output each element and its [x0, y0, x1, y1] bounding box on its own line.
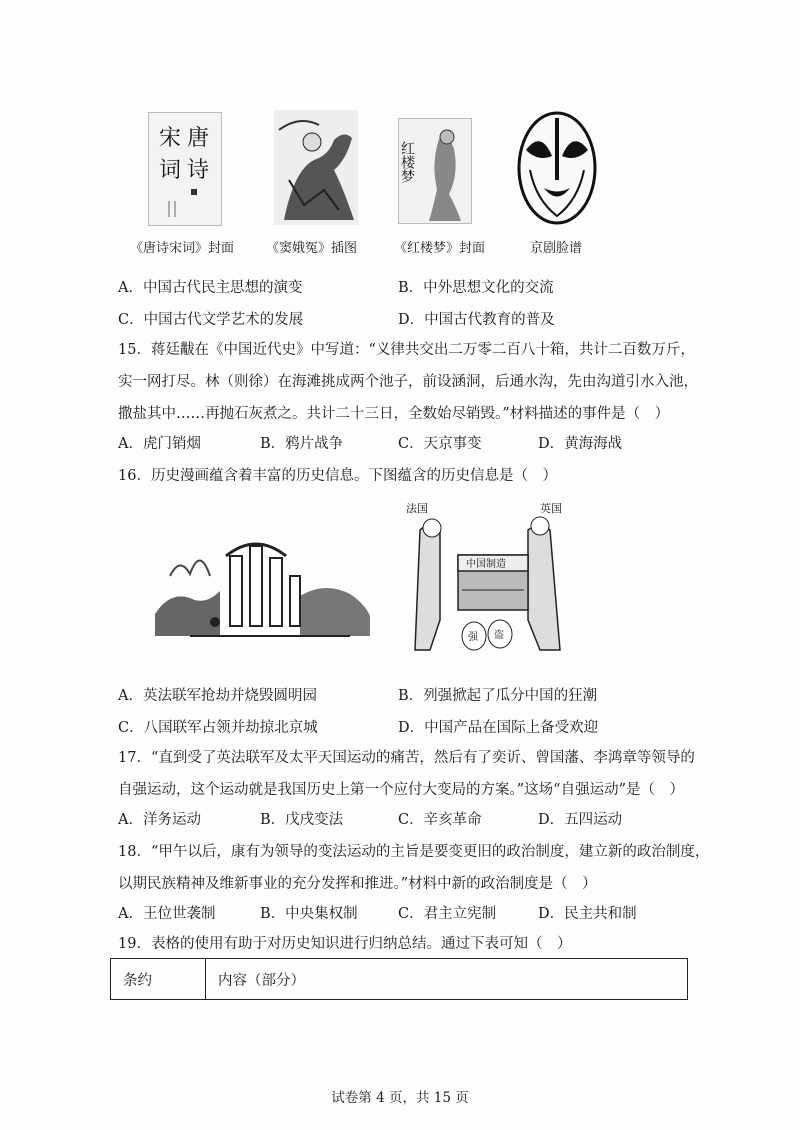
q15-option-b: B．鸦片战争	[260, 436, 344, 452]
cartoon-char-2: 盗	[494, 630, 504, 641]
cover1-char-1: 宋	[159, 126, 182, 151]
q18-option-d: D．民主共和制	[538, 906, 637, 922]
tang-song-ci-cover	[148, 112, 222, 226]
q17-line-1: 17．“直到受了英法联军及太平天国运动的痛苦，然后有了奕䜣、曾国藩、李鸿章等领导的	[118, 750, 695, 766]
hong-lou-meng-cover	[398, 118, 472, 224]
cartoon-label-britain: 英国	[540, 502, 562, 515]
table-header-row	[111, 959, 688, 1000]
table-header-treaty: 条约	[111, 959, 206, 1000]
q16-stem: 16．历史漫画蕴含着丰富的历史信息。下图蕴含的历史信息是（ ）	[118, 468, 557, 484]
q14-option-c: C．中国古代文学艺术的发展	[118, 312, 304, 328]
cover1-char-4: 诗	[187, 158, 210, 183]
q14-option-d: D．中国古代教育的普及	[398, 312, 555, 328]
q15-line-1: 15．蒋廷黻在《中国近代史》中写道：“义律共交出二万零二百八十箱，共计二百数万斤，	[118, 342, 695, 358]
q17-option-c: C．辛亥革命	[398, 812, 482, 828]
q15-line-2: 实一网打尽。林（则徐）在海滩挑成两个池子，前设涵洞，后通水沟，先由沟道引水入池，	[118, 374, 698, 390]
q16-option-b: B．列强掀起了瓜分中国的狂潮	[398, 688, 598, 704]
yuanmingyuan-ruins-image	[150, 536, 372, 642]
peking-opera-mask	[516, 110, 598, 228]
q16-option-d: D．中国产品在国际上备受欢迎	[398, 720, 599, 736]
q14-option-a: A．中国古代民主思想的演变	[118, 280, 303, 296]
cartoon-label-france: 法国	[406, 502, 428, 515]
q16-option-a: A．英法联军抢劫并烧毁圆明园	[118, 688, 317, 704]
partition-china-cartoon	[400, 500, 580, 660]
q18-option-c: C．君主立宪制	[398, 906, 497, 922]
q15-option-a: A．虎门销烟	[118, 436, 201, 452]
cover3-title: 红楼梦	[399, 141, 415, 183]
table-header-content: 内容（部分）	[206, 959, 688, 1000]
page-footer: 试卷第 4 页，共 15 页	[331, 1090, 469, 1106]
q16-option-c: C．八国联军占领并劫掠北京城	[118, 720, 318, 736]
dou-e-illustration	[274, 110, 358, 225]
q15-option-d: D．黄海海战	[538, 436, 623, 452]
q17-option-d: D．五四运动	[538, 812, 623, 828]
q18-option-a: A．王位世袭制	[118, 906, 216, 922]
cover1-char-3: 词	[159, 158, 182, 183]
q17-line-2: 自强运动，这个运动就是我国历史上第一个应付大变局的方案。”这场“自强运动”是（ ）	[118, 782, 684, 798]
q14-option-b: B．中外思想文化的交流	[398, 280, 554, 296]
q18-line-2: 以期民族精神及维新事业的充分发挥和推进。”材料中新的政治制度是（ ）	[118, 876, 597, 892]
q19-stem: 19．表格的使用有助于对历史知识进行归纳总结。通过下表可知（ ）	[118, 936, 572, 952]
q15-option-c: C．天京事变	[398, 436, 482, 452]
cartoon-char-1: 强	[468, 632, 478, 643]
cartoon-box-label: 中国制造	[466, 559, 506, 570]
caption-dou-e: 《窦娥冤》插图	[266, 241, 358, 256]
treaty-table	[110, 958, 688, 1000]
caption-opera-mask: 京剧脸谱	[530, 241, 583, 256]
caption-tang-song-ci: 《唐诗宋词》封面	[130, 241, 235, 256]
caption-hong-lou-meng: 《红楼梦》封面	[394, 241, 486, 256]
q17-option-b: B．戊戌变法	[260, 812, 344, 828]
q17-option-a: A．洋务运动	[118, 812, 201, 828]
q15-line-3: 撒盐其中……再抛石灰煮之。共计二十三日，全数始尽销毁。”材料描述的事件是（ ）	[118, 406, 670, 422]
q18-option-b: B．中央集权制	[260, 906, 358, 922]
cover1-char-2: 唐	[187, 126, 210, 151]
q18-line-1: 18．“甲午以后，康有为领导的变法运动的主旨是要变更旧的政治制度，建立新的政治制度，	[118, 844, 710, 860]
